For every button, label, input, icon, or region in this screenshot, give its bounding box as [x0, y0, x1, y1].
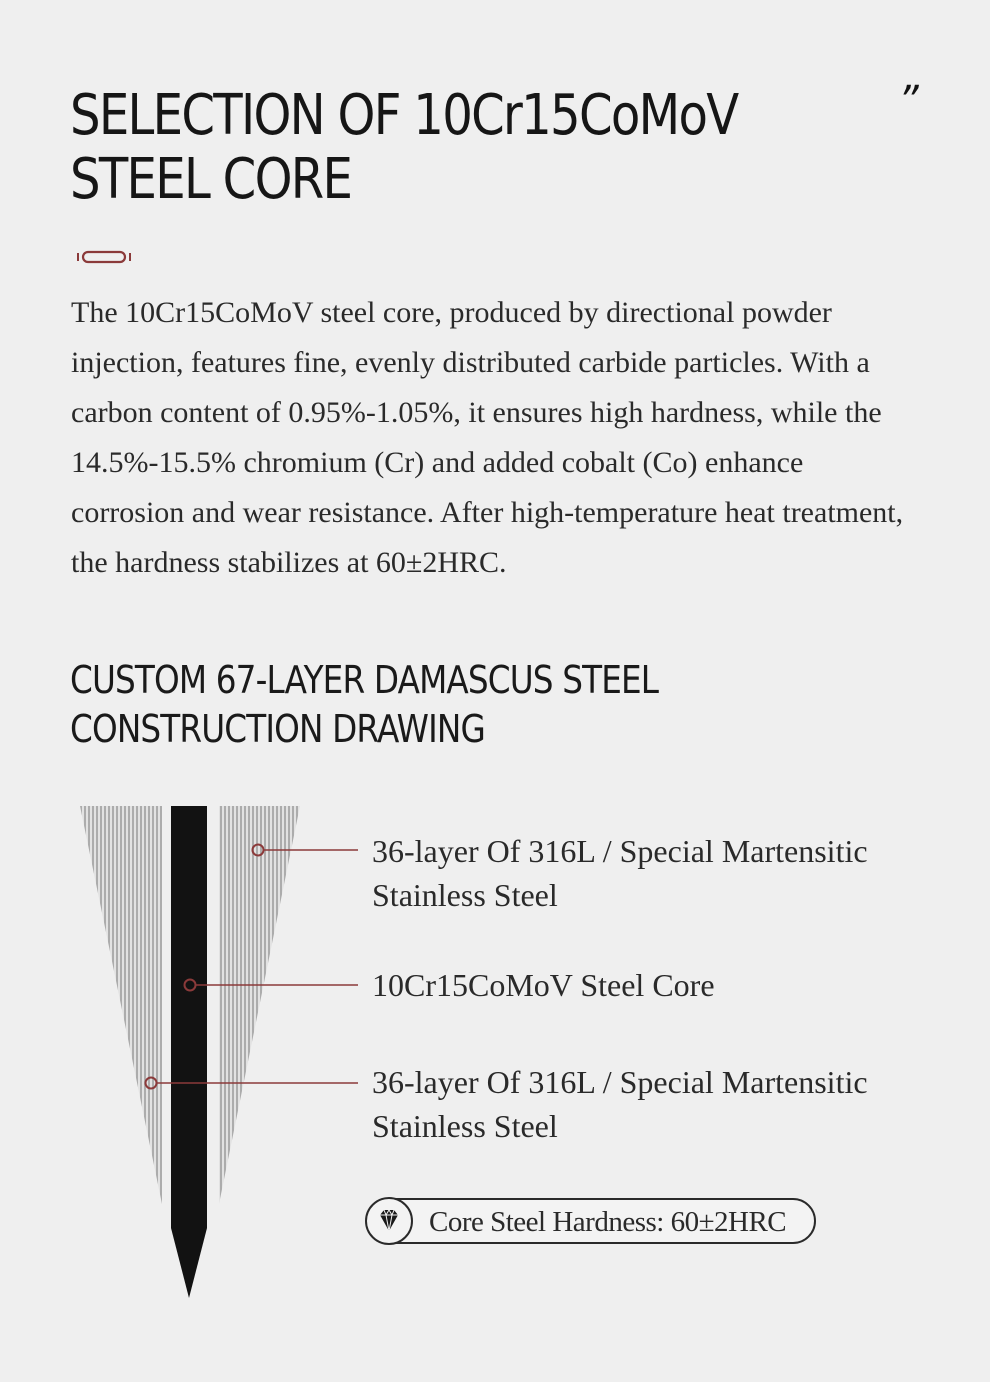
title-line-2: STEEL CORE: [70, 147, 352, 212]
subtitle-line-2: CONSTRUCTION DRAWING: [70, 707, 485, 751]
outer-layer-top-line-1: 36-layer Of 316L / Special Martensitic: [372, 833, 868, 869]
diamond-icon: [367, 1199, 411, 1243]
outer-layer-top-line-2: Stainless Steel: [372, 877, 558, 913]
quote-mark-icon: ”: [898, 78, 919, 124]
core-layer-line-1: 10Cr15CoMoV Steel Core: [372, 967, 715, 1003]
hardness-text: Core Steel Hardness: 60±2HRC: [429, 1206, 787, 1238]
section-subtitle: [70, 656, 658, 754]
hardness-badge: [366, 1198, 816, 1244]
core-layer-label: [372, 963, 715, 1007]
outer-layer-label-top: [372, 829, 868, 917]
steel-core: [171, 806, 207, 1298]
title-line-1: SELECTION OF 10Cr15CoMoV: [70, 83, 738, 148]
outer-layer-bottom-line-2: Stainless Steel: [372, 1108, 558, 1144]
blade-cross-section-diagram: [0, 790, 400, 1310]
subtitle-line-1: CUSTOM 67-LAYER DAMASCUS STEEL: [70, 658, 659, 702]
page-title: [70, 84, 737, 212]
accent-divider-icon: [76, 250, 132, 264]
outer-layer-label-bottom: [372, 1060, 868, 1148]
diamond-badge-circle: [365, 1197, 413, 1245]
intro-paragraph: The 10Cr15CoMoV steel core, produced by directional powder injection, features fine, evenly distributed carbide particles. With a carbon content of 0.95%-1.05%, it ensures high hardness, while the 14.5%-15.5% chromium (Cr) and added cobalt (Co) enhance corrosion and wear resistance. After high-temperature heat treatment, the hardness stabilizes at 60±2HRC.: [71, 296, 904, 579]
outer-layer-bottom-line-1: 36-layer Of 316L / Special Martensitic: [372, 1064, 868, 1100]
left-cladding-layers: [80, 806, 162, 1204]
right-cladding-layers: [219, 806, 300, 1204]
